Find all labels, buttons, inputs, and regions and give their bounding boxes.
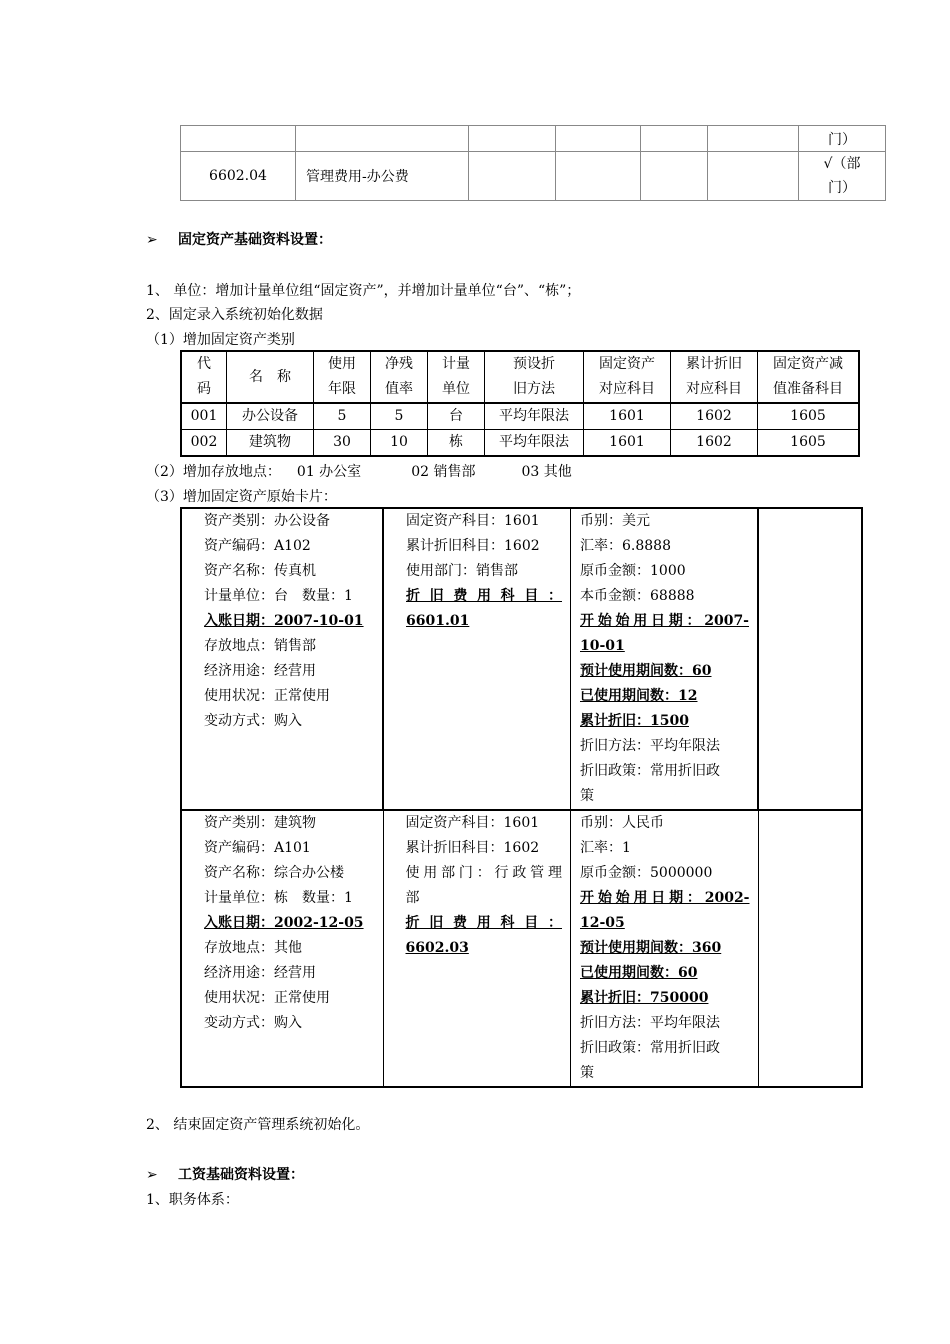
column-header: 净残 值率	[371, 351, 428, 403]
card-account-info: 固定资产科目：1601 累计折旧科目：1602 使用部门：销售部 折 旧 费 用 科 目 ： 6601.01	[406, 513, 562, 629]
table-cell: 门）	[799, 126, 886, 152]
column-header: 固定资产减 值准备科目	[758, 351, 860, 403]
list-item: 1、职务体系：	[146, 1192, 239, 1208]
arrow-bullet-icon: ➢	[146, 232, 158, 248]
list-item: 2、 结束固定资产管理系统初始化。	[146, 1117, 370, 1133]
column-header: 使用 年限	[314, 351, 371, 403]
section-heading-fixed-assets: ➢ 固定资产基础资料设置：	[146, 232, 332, 248]
table-cell: √（部 门）	[799, 152, 886, 201]
card-value-info: 币别：人民币 汇率：1 原币金额：5000000 开始始用日期：2002- 12-05 预计使用期间数：360 已使用期间数：60 累计折旧：750000 折旧方法：平均年限法 折旧政策：常用折旧政 策	[580, 815, 750, 1081]
column-header: 名 称	[227, 351, 314, 403]
storage-locations-line: （2）增加存放地点： 01 办公室 02 销售部 03 其他	[146, 464, 572, 480]
table-row: 001 办公设备 5 5 台 平均年限法 1601 1602 1605	[181, 403, 859, 430]
asset-category-table	[180, 350, 860, 457]
list-item: 1、 单位：增加计量单位组“固定资产”，并增加计量单位“台”、“栋”；	[146, 283, 581, 299]
column-header: 累计折旧 对应科目	[671, 351, 758, 403]
table-row: 002 建筑物 30 10 栋 平均年限法 1601 1602 1605	[181, 430, 859, 457]
card-basic-info: 资产类别：建筑物 资产编码：A101 资产名称：综合办公楼 计量单位：栋 数量：1 入账日期：2002-12-05 存放地点：其他 经济用途：经营用 使用状况：正常使用 变动方式：购入	[204, 815, 364, 1031]
card-value-info: 币别：美元 汇率：6.8888 原币金额：1000 本币金额：68888 开始始用日期：2007- 10-01 预计使用期间数：60 已使用期间数：12 累计折旧：1500 折旧方法：平均年限法 折旧政策：常用折旧政 策	[580, 513, 749, 804]
section-heading-payroll: ➢ 工资基础资料设置：	[146, 1167, 304, 1183]
column-header: 代 码	[181, 351, 227, 403]
asset-card-row	[181, 508, 862, 810]
sub-item: （3）增加固定资产原始卡片：	[146, 489, 337, 505]
account-name: 管理费用-办公费	[296, 152, 469, 201]
asset-cards-table	[180, 507, 863, 1088]
asset-card-row	[181, 810, 862, 1087]
column-header: 计量 单位	[428, 351, 485, 403]
continued-account-table	[180, 125, 886, 201]
column-header: 固定资产 对应科目	[584, 351, 671, 403]
arrow-bullet-icon: ➢	[146, 1167, 158, 1183]
column-header: 预设折 旧方法	[485, 351, 584, 403]
account-code: 6602.04	[181, 152, 296, 201]
card-basic-info: 资产类别：办公设备 资产编码：A102 资产名称：传真机 计量单位：台 数量：1 入账日期：2007-10-01 存放地点：销售部 经济用途：经营用 使用状况：正常使用 变动方式：购入	[204, 513, 364, 729]
card-account-info: 固定资产科目：1601 累计折旧科目：1602 使用部门：行政管理 部 折 旧 费 用 科 目 ： 6602.03	[405, 815, 562, 956]
list-item: 2、固定录入系统初始化数据	[146, 307, 323, 323]
sub-item: （1）增加固定资产类别	[146, 332, 295, 348]
